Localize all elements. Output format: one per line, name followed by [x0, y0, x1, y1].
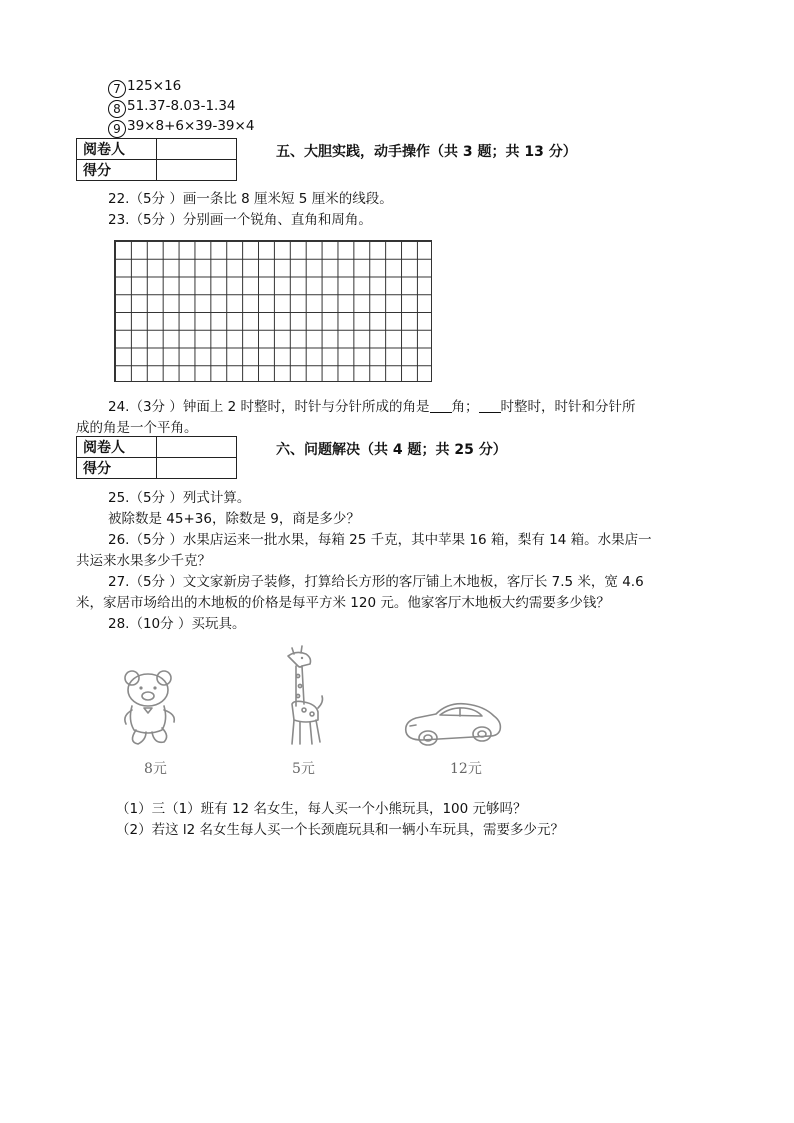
answer-blank-1[interactable]: [430, 399, 452, 413]
teddy-bear-icon: [118, 668, 184, 748]
toy-car-icon: [402, 698, 504, 750]
section-5-title: 五、大胆实践，动手操作（共 3 题；共 13 分）: [276, 144, 577, 160]
answer-blank-2[interactable]: [479, 399, 501, 413]
q24-text-2: 角；: [451, 399, 479, 415]
question-28: 28.（10分 ）买玩具。: [108, 616, 246, 632]
question-28-sub-1: （1）三（1）班有 12 名女生，每人买一个小熊玩具，100 元够吗？: [116, 801, 527, 817]
list-item-7: [108, 78, 181, 98]
reviewer-cell[interactable]: [157, 139, 237, 160]
reviewer-label: 阅卷人: [77, 437, 157, 458]
section-6-title: 六、问题解决（共 4 题；共 25 分）: [276, 442, 507, 458]
q24-text-3: 时整时，时针和分针所: [500, 399, 636, 415]
question-27: 27.（5分 ）文文家新房子装修，打算给长方形的客厅铺上木地板，客厅长 7.5 米，宽 4.6: [108, 574, 644, 590]
question-27-line-2: 米，家居市场给出的木地板的价格是每平方米 120 元。他家客厅木地板大约需要多少钱？: [76, 595, 610, 611]
score-label: 得分: [77, 458, 157, 479]
expression: 125×16: [127, 78, 182, 94]
list-item-9: [108, 118, 254, 138]
question-25: 25.（5分 ）列式计算。: [108, 490, 251, 506]
circled-number: 8: [108, 100, 126, 118]
giraffe-icon: [282, 644, 326, 748]
question-22: 22.（5分 ）画一条比 8 厘米短 5 厘米的线段。: [108, 191, 393, 207]
circled-number: 9: [108, 120, 126, 138]
list-item-8: [108, 98, 236, 118]
score-box-2: [76, 436, 237, 479]
score-cell[interactable]: [157, 458, 237, 479]
score-label: 得分: [77, 160, 157, 181]
teddy-bear-price: 8元: [144, 761, 167, 777]
expression: 51.37-8.03-1.34: [127, 98, 236, 114]
question-28-sub-2: （2）若这 l2 名女生每人买一个长颈鹿玩具和一辆小车玩具，需要多少元？: [116, 822, 565, 838]
question-23: 23.（5分 ）分别画一个锐角、直角和周角。: [108, 212, 372, 228]
giraffe-price: 5元: [292, 761, 315, 777]
expression: 39×8+6×39-39×4: [127, 118, 255, 134]
circled-number: 7: [108, 80, 126, 98]
toy-car-price: 12元: [450, 761, 482, 777]
score-cell[interactable]: [157, 160, 237, 181]
reviewer-cell[interactable]: [157, 437, 237, 458]
reviewer-label: 阅卷人: [77, 139, 157, 160]
score-box: [76, 138, 237, 181]
question-24: [108, 395, 636, 415]
question-26-line-2: 共运来水果多少千克？: [76, 553, 211, 569]
question-26: 26.（5分 ）水果店运来一批水果，每箱 25 千克，其中苹果 16 箱，梨有 14 箱。水果店一: [108, 532, 652, 548]
question-24-line-2: 成的角是一个平角。: [76, 420, 198, 436]
q24-text-1: 24.（3分 ）钟面上 2 时整时，时针与分针所成的角是: [108, 399, 430, 415]
question-25-prompt: 被除数是 45+36，除数是 9，商是多少？: [108, 511, 360, 527]
drawing-grid[interactable]: [114, 240, 432, 382]
